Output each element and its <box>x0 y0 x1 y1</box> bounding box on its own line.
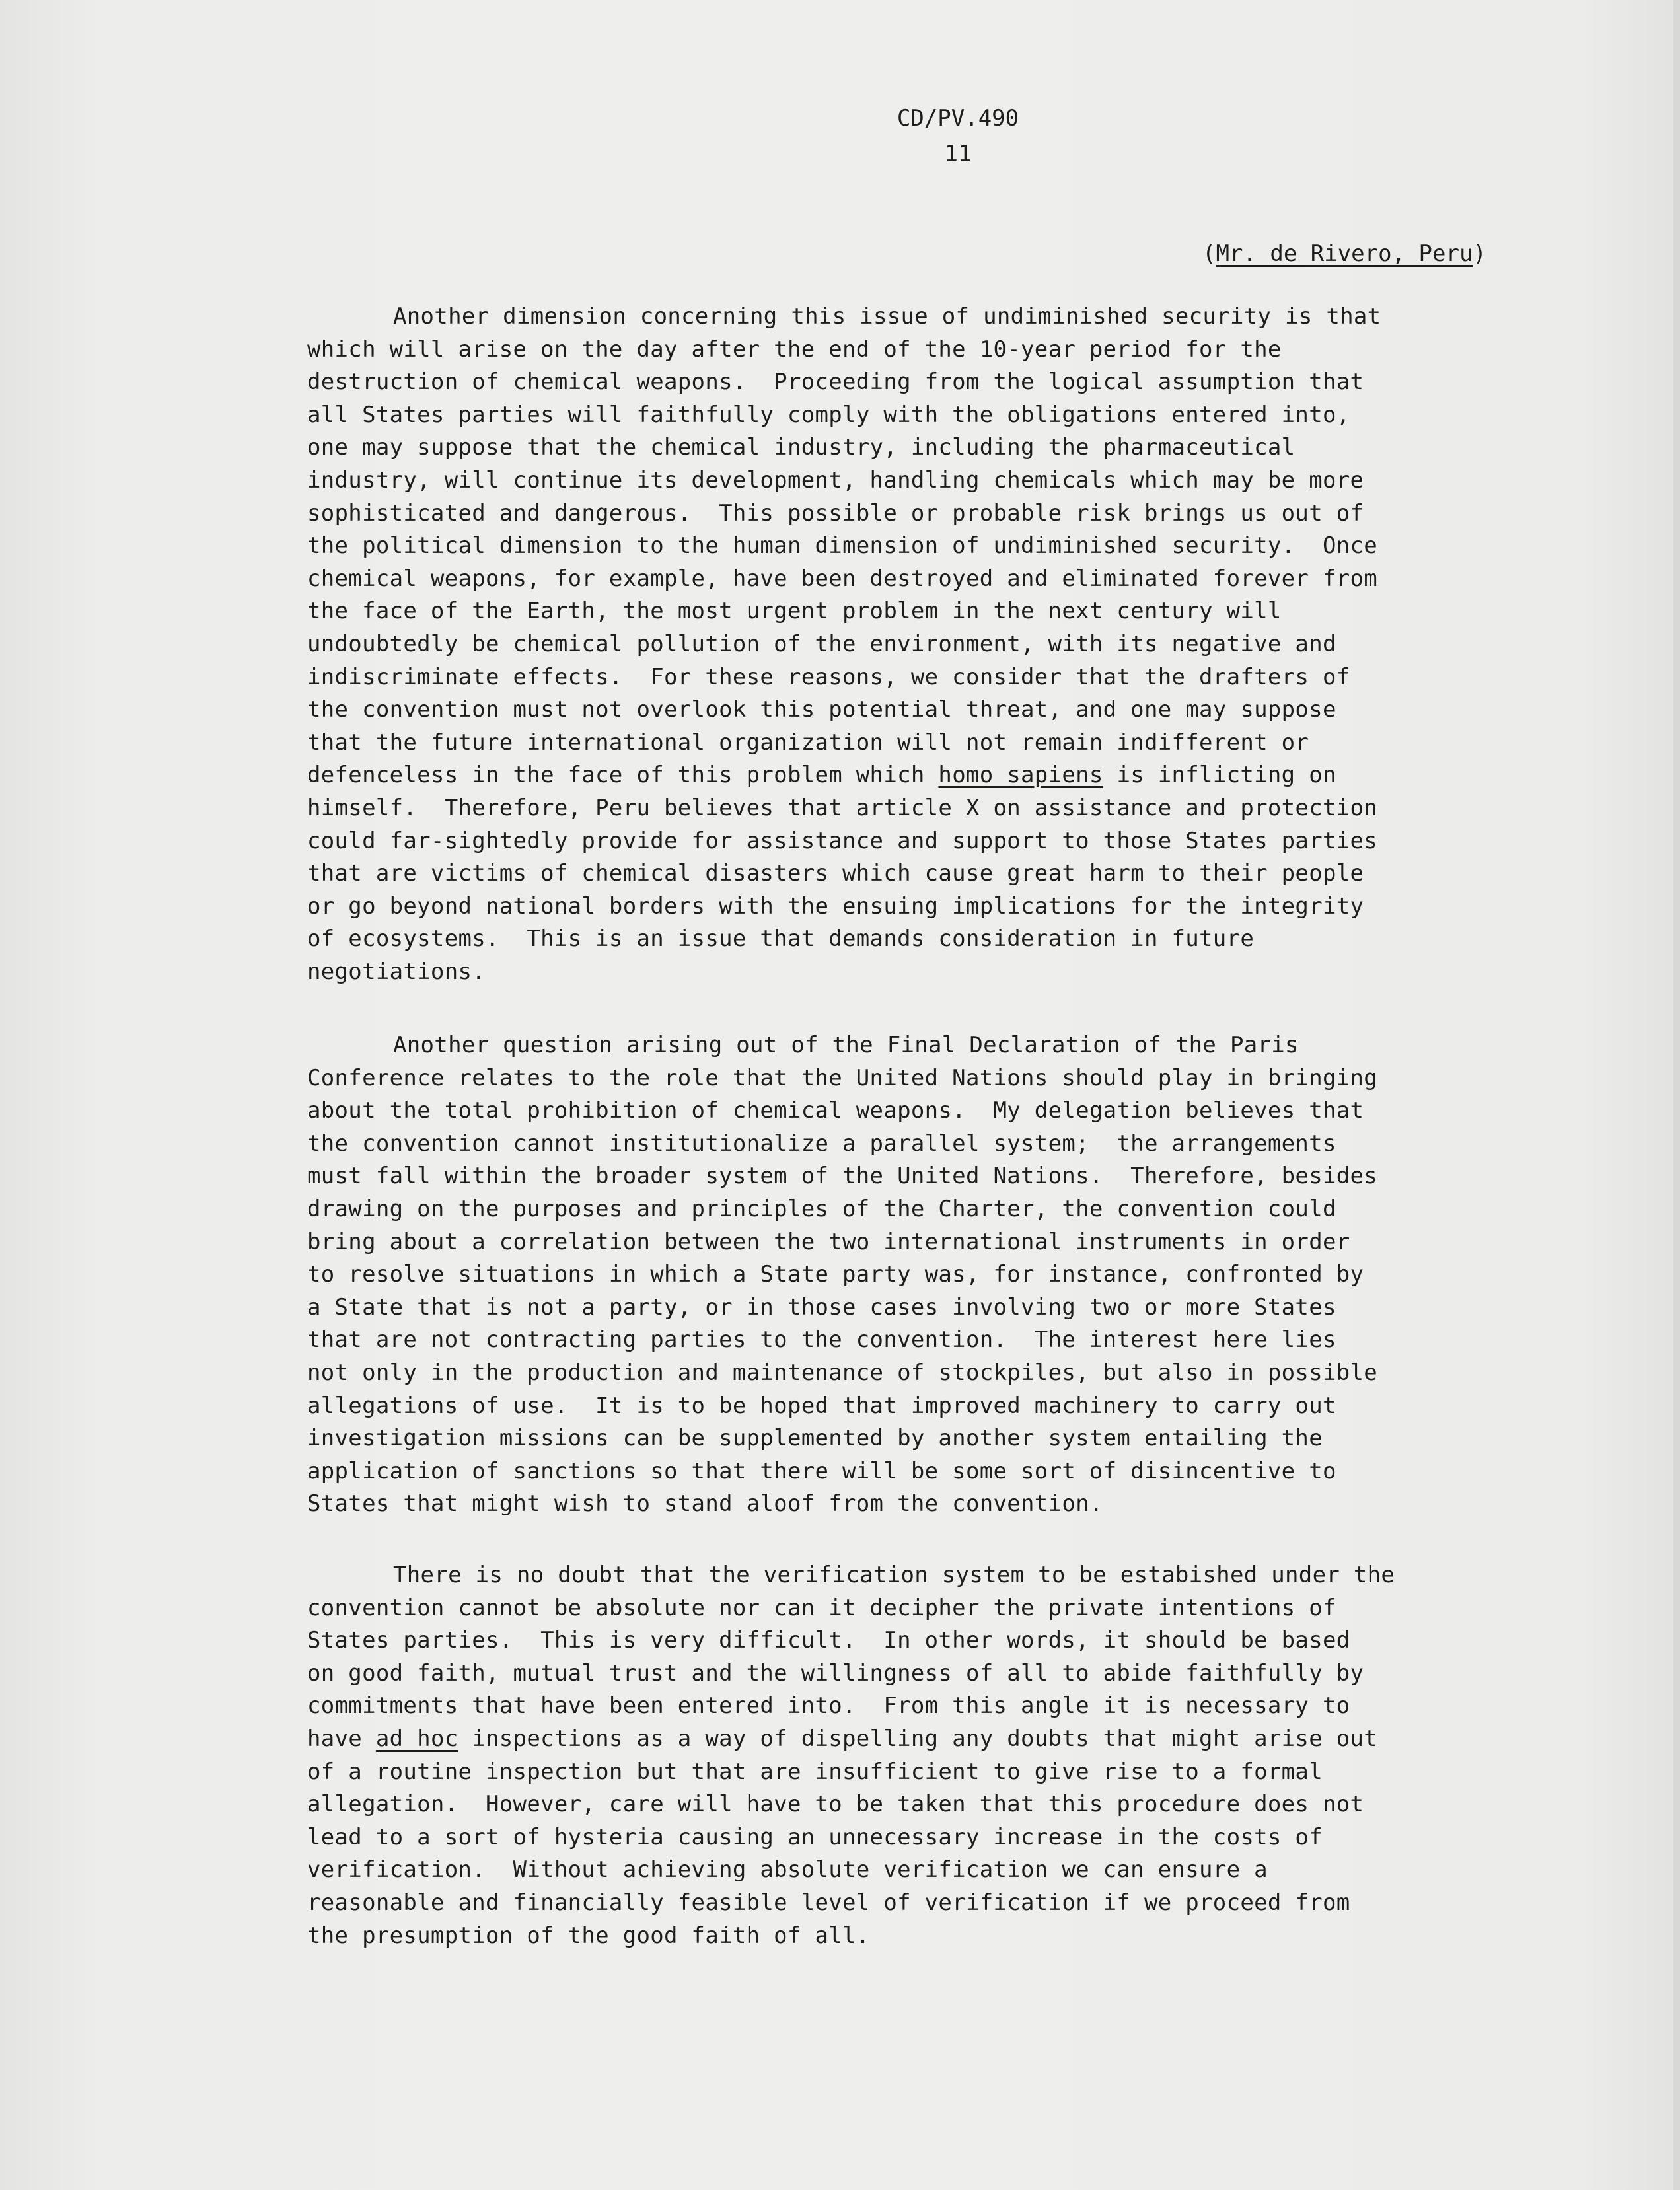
speaker-paren-close: ) <box>1473 240 1486 267</box>
paragraph-line: commitments that have been entered into. From this angle it is necessary to <box>307 1693 1350 1720</box>
paragraph-line: on good faith, mutual trust and the willingness of all to abide faithfully by <box>307 1660 1364 1687</box>
paragraph-line: the convention must not overlook this potential threat, and one may suppose <box>307 696 1336 723</box>
paragraph-line: the political dimension to the human dimension of undiminished security. Once <box>307 532 1378 560</box>
paragraph-line: negotiations. <box>307 958 486 985</box>
paragraph-line: application of sanctions so that there will be some sort of disincentive to <box>307 1457 1336 1484</box>
paragraph-line: Another question arising out of the Final Declaration of the Paris <box>393 1032 1299 1058</box>
paragraph-line: which will arise on the day after the end of the 10-year period for the <box>307 336 1282 363</box>
page-number: 11 <box>944 141 972 167</box>
page-header <box>859 100 1057 172</box>
speaker-name: Mr. de Rivero, Peru <box>1216 240 1473 267</box>
paragraph-line: all States parties will faithfully comply with the obligations entered into, <box>307 401 1350 428</box>
paragraph-line: could far-sightedly provide for assistance and support to those States parties <box>307 827 1378 854</box>
paragraph-line: chemical weapons, for example, have been destroyed and eliminated forever from <box>307 565 1378 592</box>
paragraph-undiminished-security <box>307 301 1622 988</box>
paragraph-line: not only in the production and maintenance of stockpiles, but also in possible <box>307 1359 1378 1386</box>
paragraph-line: There is no doubt that the verification system to be estabished under the <box>393 1562 1395 1588</box>
paragraph-line: that are victims of chemical disasters which cause great harm to their people <box>307 860 1364 887</box>
paragraph-line: himself. Therefore, Peru believes that article X on assistance and protection <box>307 794 1378 821</box>
paragraph-verification-system <box>307 1559 1622 1952</box>
paragraph-line: States that might wish to stand aloof from the convention. <box>307 1490 1103 1517</box>
paragraph-line: allegations of use. It is to be hoped that improved machinery to carry out <box>307 1392 1336 1419</box>
paragraph-line: that are not contracting parties to the convention. The interest here lies <box>307 1327 1336 1354</box>
speaker-paren-open: ( <box>1202 240 1216 267</box>
paragraph-line: about the total prohibition of chemical weapons. My delegation believes that <box>307 1097 1364 1124</box>
paragraph-line: the face of the Earth, the most urgent problem in the next century will <box>307 598 1282 625</box>
paragraph-line: the convention cannot institutionalize a parallel system; the arrangements <box>307 1130 1336 1157</box>
paragraph-line: of ecosystems. This is an issue that demands consideration in future <box>307 926 1255 953</box>
paragraph-line: convention cannot be absolute nor can it decipher the private intentions of <box>307 1594 1336 1621</box>
latin-term-homo-sapiens: homo sapiens <box>938 762 1103 789</box>
paragraph-line: one may suppose that the chemical industry, including the pharmaceutical <box>307 434 1296 461</box>
paragraph-line: that the future international organization will not remain indifferent or <box>307 729 1309 756</box>
paragraph-line: Conference relates to the role that the United Nations should play in bringing <box>307 1064 1378 1091</box>
latin-term-ad-hoc: ad hoc <box>375 1725 458 1752</box>
paragraph-line: have ad hoc inspections as a way of dispelling any doubts that might arise out <box>307 1725 1378 1752</box>
paragraph-line: the presumption of the good faith of all. <box>307 1922 870 1949</box>
speaker-attribution <box>1202 238 1486 270</box>
paragraph-line: destruction of chemical weapons. Proceeding from the logical assumption that <box>307 369 1364 396</box>
paragraph-line: must fall within the broader system of the United Nations. Therefore, besides <box>307 1163 1378 1190</box>
paragraph-line: States parties. This is very difficult. In other words, it should be based <box>307 1627 1350 1654</box>
page-edge-shadow <box>1673 0 1680 2190</box>
document-symbol: CD/PV.490 <box>896 105 1019 131</box>
paragraph-line: investigation missions can be supplemented by another system entailing the <box>307 1425 1323 1452</box>
paragraph-line: allegation. However, care will have to be taken that this procedure does not <box>307 1791 1364 1818</box>
paragraph-line: indiscriminate effects. For these reasons, we consider that the drafters of <box>307 663 1350 690</box>
paragraph-line: bring about a correlation between the two international instruments in order <box>307 1228 1350 1255</box>
paragraph-line: defenceless in the face of this problem which homo sapiens is inflicting on <box>307 762 1336 789</box>
paragraph-line: or go beyond national borders with the ensuing implications for the integrity <box>307 893 1364 920</box>
paragraph-line: Another dimension concerning this issue of undiminished security is that <box>393 303 1381 330</box>
paragraph-line: verification. Without achieving absolute verification we can ensure a <box>307 1856 1268 1883</box>
paragraph-line: drawing on the purposes and principles of the Charter, the convention could <box>307 1195 1336 1222</box>
paragraph-line: undoubtedly be chemical pollution of the environment, with its negative and <box>307 630 1336 657</box>
paragraph-united-nations-role <box>307 1029 1622 1521</box>
paragraph-line: of a routine inspection but that are insufficient to give rise to a formal <box>307 1758 1323 1785</box>
paragraph-line: reasonable and financially feasible level of verification if we proceed from <box>307 1889 1350 1916</box>
paragraph-line: industry, will continue its development, handling chemicals which may be more <box>307 466 1364 493</box>
paragraph-line: lead to a sort of hysteria causing an unnecessary increase in the costs of <box>307 1823 1323 1850</box>
paragraph-line: to resolve situations in which a State party was, for instance, confronted by <box>307 1261 1364 1288</box>
paragraph-line: a State that is not a party, or in those cases involving two or more States <box>307 1294 1336 1321</box>
paragraph-line: sophisticated and dangerous. This possible or probable risk brings us out of <box>307 499 1364 527</box>
